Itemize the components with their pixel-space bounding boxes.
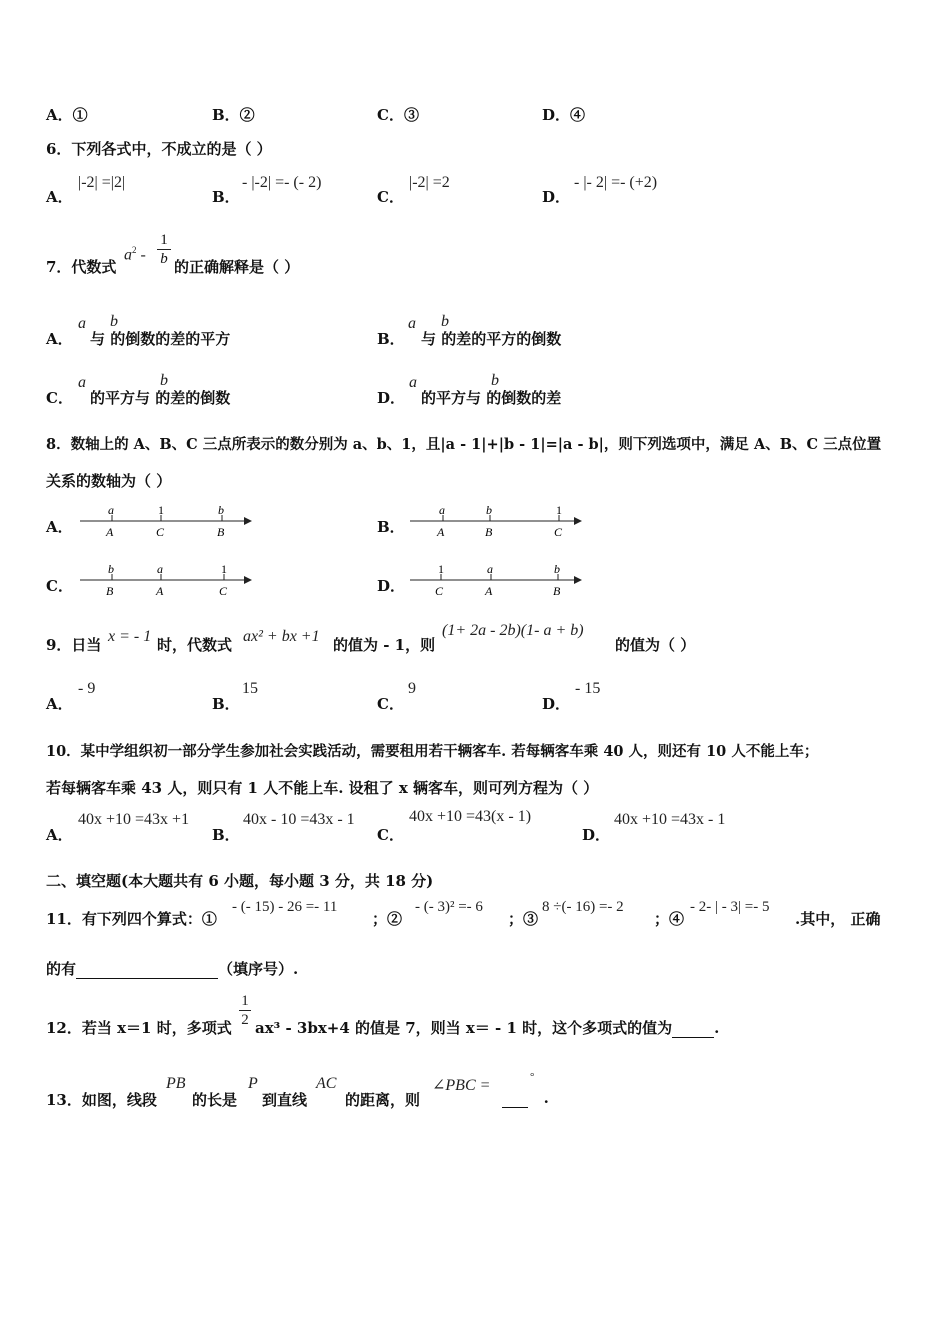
q5-option-d: D．④ [542, 106, 586, 124]
q11-sep-3: ；④ [654, 910, 685, 928]
q9-mid1: 时，代数式 [157, 636, 233, 654]
q7-option-c-text: 的平方与 的差的倒数 [90, 389, 231, 407]
q7-option-d-var-b: b [491, 372, 499, 389]
q11-expr-2: - (- 3)² =- 6 [415, 899, 483, 915]
q9-expr: (1+ 2a - 2b)(1- a + b) [442, 622, 584, 639]
q8-b-bot-1: A [437, 525, 445, 539]
q8-d-top-3: b [554, 562, 560, 576]
q7-option-a-var-b: b [110, 313, 118, 330]
q8-stem-line2: 关系的数轴为（ ） [46, 472, 172, 490]
q7-option-a-var-a: a [78, 315, 86, 332]
q13-p: P [248, 1075, 258, 1092]
q12-fraction: 1 2 [239, 993, 251, 1028]
q8-d-bot-1: C [435, 584, 444, 598]
q10-stem-line2: 若每辆客车乘 43 人，则只有 1 人不能上车. 设租了 x 辆客车，则可列方程为（ ） [46, 779, 599, 797]
q11-expr-4: - 2- | - 3| =- 5 [690, 899, 770, 915]
q7-option-a-text: 与 的倒数的差的平方 [90, 330, 231, 348]
q8-c-bot-3: C [219, 584, 228, 598]
q7-option-b-label: B． [377, 330, 405, 348]
q11-expr-3: 8 ÷(- 16) =- 2 [542, 899, 624, 915]
q7-expr-frac: 1 b [157, 232, 171, 267]
q12-answer-blank[interactable] [672, 1019, 714, 1038]
q6-option-a-expr: |-2| =|2| [78, 174, 126, 191]
q11-line2: 的有 （填序号）. [46, 960, 299, 978]
q8-c-top-2: a [157, 562, 163, 576]
q7-option-d-label: D． [377, 389, 406, 407]
q7-stem-prefix: 7．代数式 [46, 258, 117, 276]
q9-suffix: 的值为（ ） [615, 636, 696, 654]
q8-option-a-number-line [76, 502, 256, 542]
q11-expr-1: - (- 15) - 26 =- 11 [232, 899, 338, 915]
q11-sep-2: ；③ [508, 910, 539, 928]
q8-d-bot-3: B [553, 584, 561, 598]
q8-a-top-3: b [218, 503, 224, 517]
q9-mid2: 的值为 - 1，则 [333, 636, 436, 654]
q6-option-a-label: A． [46, 188, 73, 206]
q7-option-c-label: C． [46, 389, 73, 407]
q7-option-b-var-a: a [408, 315, 416, 332]
q13-ac: AC [316, 1075, 337, 1092]
q8-b-bot-3: C [554, 525, 563, 539]
q6-option-b-expr: - |-2| =- (- 2) [242, 174, 322, 191]
q10-option-c-label: C． [377, 826, 404, 844]
q6-option-c-expr: |-2| =2 [409, 174, 450, 191]
q13-degree: ° [530, 1071, 535, 1083]
q11-tail: .其中， 正确 [795, 910, 881, 928]
q6-option-b-label: B． [212, 188, 240, 206]
q7-option-a-label: A． [46, 330, 73, 348]
q8-b-bot-2: B [485, 525, 493, 539]
q12-prefix: 12．若当 x＝1 时，多项式 [46, 1019, 232, 1037]
q6-stem: 6．下列各式中，不成立的是（ ） [46, 140, 272, 158]
q12-poly: ax³ - 3bx+4 的值是 7，则当 x＝ - 1 时，这个多项式的值为 . [255, 1019, 720, 1037]
q9-option-a-value: - 9 [78, 680, 96, 697]
q6-option-d-expr: - |- 2| =- (+2) [574, 174, 658, 191]
q10-option-b-label: B． [212, 826, 240, 844]
q11-prefix: 11．有下列四个算式：① [46, 910, 217, 928]
q10-option-a-label: A． [46, 826, 73, 844]
q13-mid1: 的长是 [192, 1091, 238, 1109]
q13-pb: PB [166, 1075, 186, 1092]
q9-condition: x = - 1 [108, 628, 152, 645]
q8-b-top-3: 1 [556, 503, 562, 517]
q8-a-top-1: a [108, 503, 114, 517]
q9-stem-prefix: 9．日当 [46, 636, 102, 654]
q8-a-bot-3: B [217, 525, 225, 539]
q9-option-b-label: B． [212, 695, 240, 713]
q13-mid3: 的距离，则 [345, 1091, 421, 1109]
q9-option-d-label: D． [542, 695, 571, 713]
q10-option-c-expr: 40x +10 =43(x - 1) [409, 808, 532, 825]
q11-answer-blank[interactable] [76, 960, 218, 979]
q8-a-bot-2: C [156, 525, 165, 539]
q5-option-c: C．③ [377, 106, 419, 124]
q8-d-top-2: a [487, 562, 493, 576]
q8-option-d-number-line [406, 561, 586, 601]
section-2-heading: 二、填空题(本大题共有 6 小题，每小题 3 分，共 18 分) [46, 872, 434, 890]
q8-option-c-label: C． [46, 577, 73, 595]
q8-option-d-label: D． [377, 577, 406, 595]
q7-option-c-var-b: b [160, 372, 168, 389]
q5-option-a: A．① [46, 106, 88, 124]
q7-option-d-text: 的平方与 的倒数的差 [421, 389, 562, 407]
q11-sep-1: ；② [372, 910, 403, 928]
q8-b-top-2: b [486, 503, 492, 517]
q6-option-c-label: C． [377, 188, 404, 206]
q7-option-b-text: 与 的差的平方的倒数 [421, 330, 562, 348]
q8-option-c-number-line [76, 561, 256, 601]
q5-option-b: B．② [212, 106, 255, 124]
q9-option-a-label: A． [46, 695, 73, 713]
q10-option-a-expr: 40x +10 =43x +1 [78, 811, 190, 828]
q7-expr-a: $a^2$ - [124, 245, 146, 264]
q10-option-d-expr: 40x +10 =43x - 1 [614, 811, 726, 828]
q8-d-top-1: 1 [438, 562, 444, 576]
q10-stem-line1: 10．某中学组织初一部分学生参加社会实践活动，需要租用若干辆客车. 若每辆客车乘 40 人，则还有 10 人不能上车； [46, 743, 819, 760]
q13-mid2: 到直线 [262, 1091, 308, 1109]
q8-a-bot-1: A [106, 525, 114, 539]
q8-c-bot-1: B [106, 584, 114, 598]
q9-option-b-value: 15 [242, 680, 258, 697]
q7-option-d-var-a: a [409, 374, 417, 391]
q8-option-b-number-line [406, 502, 586, 542]
q7-option-b-var-b: b [441, 313, 449, 330]
q8-d-bot-2: A [485, 584, 493, 598]
q9-option-d-value: - 15 [575, 680, 601, 697]
q8-a-top-2: 1 [158, 503, 164, 517]
q8-c-top-3: 1 [221, 562, 227, 576]
q13-answer: . [502, 1089, 549, 1108]
q13-angle: ∠PBC = [432, 1077, 491, 1094]
q9-poly: ax² + bx +1 [243, 628, 320, 645]
q8-option-a-label: A． [46, 518, 73, 536]
q13-answer-blank[interactable] [502, 1089, 528, 1108]
q8-option-b-label: B． [377, 518, 405, 536]
q13-prefix: 13．如图，线段 [46, 1091, 157, 1109]
q9-option-c-value: 9 [408, 680, 416, 697]
q10-option-d-label: D． [582, 826, 611, 844]
q8-c-top-1: b [108, 562, 114, 576]
q7-option-c-var-a: a [78, 374, 86, 391]
q8-c-bot-2: A [156, 584, 164, 598]
q9-option-c-label: C． [377, 695, 404, 713]
q8-b-top-1: a [439, 503, 445, 517]
q10-option-b-expr: 40x - 10 =43x - 1 [243, 811, 355, 828]
q6-option-d-label: D． [542, 188, 571, 206]
q7-stem-suffix: 的正确解释是（ ） [174, 258, 300, 276]
q8-stem-line1: 8．数轴上的 A、B、C 三点所表示的数分别为 a、b、1，且|a - 1|+|b - 1|=|a - b|，则下列选项中，满足 A、B、C 三点位置 [46, 436, 882, 453]
